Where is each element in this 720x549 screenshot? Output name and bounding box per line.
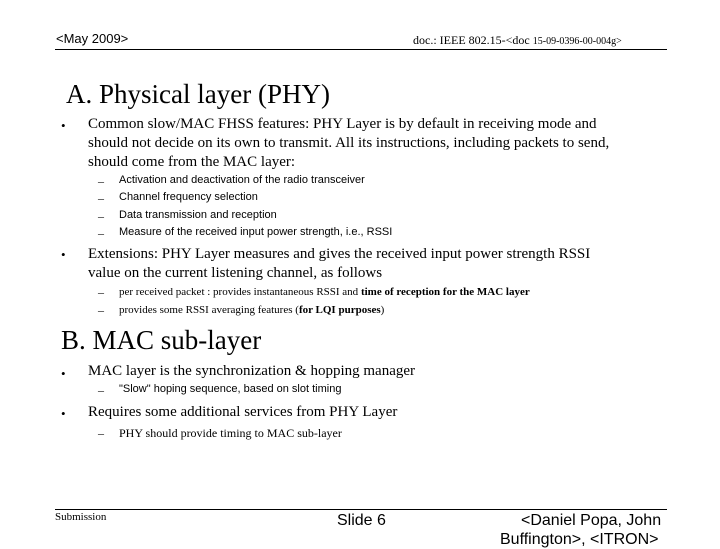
text-line: Common slow/MAC FHSS features: PHY Layer is by default in receiving mode and [88, 116, 597, 132]
text-line: Extensions: PHY Layer measures and gives the received input power strength RSSI [88, 246, 591, 262]
footer-author: <Daniel Popa, John [521, 512, 662, 529]
bullet-marker: • [61, 366, 66, 381]
dash-marker: – [98, 191, 104, 205]
text-line: value on the current listening channel, as follows [88, 265, 383, 281]
sub-item: "Slow" hoping sequence, based on slot timing [119, 383, 342, 395]
text-line: should come from the MAC layer: [88, 154, 296, 170]
footer-author-org: Buffington>, <ITRON> [500, 531, 659, 548]
dash-marker: – [98, 303, 104, 317]
sub-item-rssi-packet [119, 286, 530, 298]
sub-item: PHY should provide timing to MAC sub-layer [119, 426, 342, 440]
bullet-marker: • [61, 247, 66, 262]
footer-rule [55, 509, 667, 510]
section-b-heading: B. MAC sub-layer [61, 325, 262, 355]
sub-item-text: provides some RSSI averaging features ( [119, 304, 299, 316]
text-line: should not decide on its own to transmit. All its instructions, including packets to send, [88, 135, 610, 151]
section-a-bullet2 [88, 245, 590, 283]
bullet-marker: • [61, 406, 66, 421]
sub-item: Measure of the received input power strength, i.e., RSSI [119, 226, 393, 238]
section-a-bullet1 [88, 115, 609, 172]
dash-marker: – [98, 174, 104, 188]
dash-marker: – [98, 285, 104, 299]
header-date: <May 2009> [56, 31, 129, 46]
dash-marker: – [98, 383, 104, 397]
dash-marker: – [98, 209, 104, 223]
dash-marker: – [98, 426, 104, 440]
section-b-bullet2: Requires some additional services from PHY Layer [88, 404, 398, 420]
dash-marker: – [98, 226, 104, 240]
header-doc-prefix: doc.: IEEE 802.15-<doc [413, 33, 533, 47]
header-doc-code: 15-09-0396-00-004g> [532, 36, 622, 47]
sub-item-rssi-averaging [119, 304, 384, 316]
sub-item: Channel frequency selection [119, 191, 258, 203]
sub-item-bold-text: for LQI purposes [298, 304, 381, 316]
sub-item-text: ) [380, 304, 385, 316]
sub-item-text: per received packet : provides instantaneous RSSI and [119, 286, 361, 298]
sub-item-bold-text: time of reception for the MAC layer [360, 286, 530, 298]
section-b-bullet1: MAC layer is the synchronization & hopping manager [88, 363, 416, 379]
footer-submission: Submission [55, 511, 107, 523]
bullet-marker: • [61, 118, 66, 133]
section-a-heading: A. Physical layer (PHY) [66, 79, 330, 109]
sub-item: Activation and deactivation of the radio transceiver [119, 174, 365, 186]
header-rule [55, 49, 667, 50]
footer-slide-number: Slide 6 [337, 512, 386, 529]
sub-item: Data transmission and reception [119, 209, 277, 221]
header-doc-id [413, 33, 622, 48]
